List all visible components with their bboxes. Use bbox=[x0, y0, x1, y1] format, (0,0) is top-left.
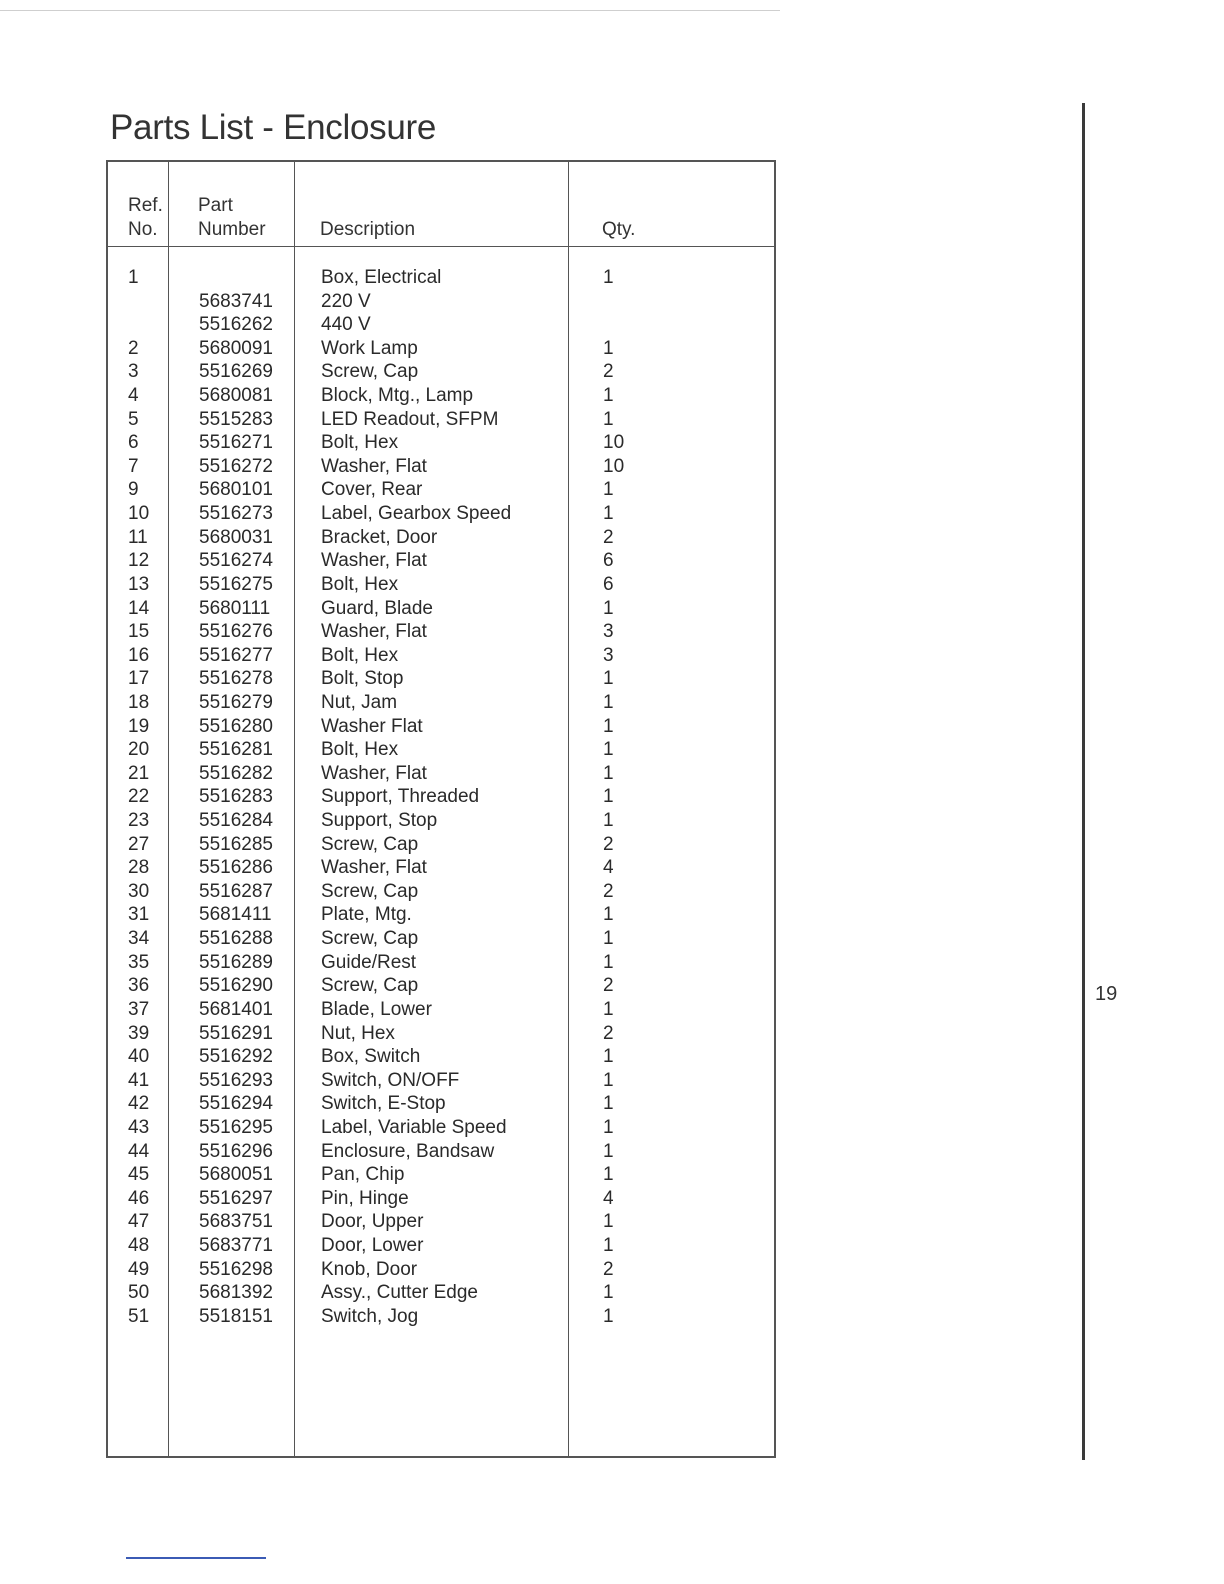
ref-cell: 5 bbox=[128, 408, 139, 430]
ref-cell: 49 bbox=[128, 1258, 150, 1280]
qty-cell: 1 bbox=[603, 951, 614, 973]
qty-cell: 1 bbox=[603, 810, 614, 832]
qty-cell: 1 bbox=[603, 267, 614, 288]
description-cell: 440 V bbox=[321, 314, 371, 336]
ref-cell: 37 bbox=[128, 998, 150, 1020]
part-number-cell: 5516274 bbox=[199, 550, 273, 572]
table-row bbox=[108, 1210, 774, 1234]
part-number-cell: 5680091 bbox=[199, 337, 273, 359]
description-cell: Box, Switch bbox=[321, 1046, 421, 1068]
table-row bbox=[108, 1305, 774, 1329]
description-cell: Support, Threaded bbox=[321, 786, 480, 808]
part-number-cell: 5683771 bbox=[199, 1234, 273, 1256]
part-number-cell: 5516280 bbox=[199, 715, 273, 737]
ref-cell: 41 bbox=[128, 1069, 150, 1091]
table-row bbox=[108, 266, 774, 290]
part-number-cell: 5680101 bbox=[199, 479, 273, 501]
table-row bbox=[108, 360, 774, 384]
table-row bbox=[108, 856, 774, 880]
part-number-cell: 5516288 bbox=[199, 928, 273, 950]
page-title: Parts List - Enclosure bbox=[110, 108, 437, 147]
qty-cell: 1 bbox=[603, 762, 614, 784]
part-number-cell: 5516286 bbox=[199, 857, 273, 879]
description-cell: Screw, Cap bbox=[321, 833, 419, 855]
description-cell: Work Lamp bbox=[321, 337, 418, 359]
qty-cell: 4 bbox=[603, 857, 614, 879]
ref-cell: 21 bbox=[128, 762, 150, 784]
table-row bbox=[108, 974, 774, 998]
table-row bbox=[108, 667, 774, 691]
part-number-cell: 5516290 bbox=[199, 975, 273, 997]
part-number-cell: 5516287 bbox=[199, 880, 273, 902]
table-row bbox=[108, 1116, 774, 1140]
scan-edge-mark bbox=[126, 1557, 266, 1559]
ref-cell: 7 bbox=[128, 455, 139, 477]
part-number-cell: 5681411 bbox=[199, 904, 272, 926]
description-cell: Knob, Door bbox=[321, 1258, 418, 1280]
table-row bbox=[108, 809, 774, 833]
ref-cell: 4 bbox=[128, 385, 139, 407]
ref-cell: 46 bbox=[128, 1187, 150, 1209]
part-number-cell: 5516285 bbox=[199, 833, 273, 855]
description-cell: Door, Lower bbox=[321, 1234, 424, 1256]
qty-cell: 1 bbox=[603, 668, 614, 690]
qty-cell: 2 bbox=[603, 361, 614, 383]
qty-cell: 1 bbox=[603, 597, 614, 619]
table-row bbox=[108, 337, 774, 361]
table-row bbox=[108, 951, 774, 975]
table-row bbox=[108, 620, 774, 644]
ref-cell: 35 bbox=[128, 951, 150, 973]
table-row bbox=[108, 998, 774, 1022]
parts-rows bbox=[108, 266, 774, 1328]
qty-cell: 1 bbox=[603, 385, 614, 407]
description-cell: Bolt, Hex bbox=[321, 432, 399, 454]
part-number-cell: 5518151 bbox=[199, 1305, 273, 1327]
table-row bbox=[108, 927, 774, 951]
description-cell: Washer, Flat bbox=[321, 857, 427, 879]
description-cell: Box, Electrical bbox=[321, 267, 442, 288]
part-number-cell: 5516275 bbox=[199, 573, 273, 595]
table-row bbox=[108, 597, 774, 621]
ref-cell: 23 bbox=[128, 810, 150, 832]
qty-cell: 1 bbox=[603, 1046, 614, 1068]
table-row bbox=[108, 1069, 774, 1093]
table-row bbox=[108, 644, 774, 668]
qty-cell: 1 bbox=[603, 1140, 614, 1162]
table-row bbox=[108, 1045, 774, 1069]
part-number-cell: 5680031 bbox=[199, 526, 273, 548]
table-row bbox=[108, 526, 774, 550]
qty-cell: 2 bbox=[603, 880, 614, 902]
qty-cell: 2 bbox=[603, 975, 614, 997]
part-number-cell: 5516289 bbox=[199, 951, 273, 973]
table-row bbox=[108, 573, 774, 597]
qty-cell: 1 bbox=[603, 503, 614, 525]
qty-cell: 2 bbox=[603, 526, 614, 548]
description-cell: Plate, Mtg. bbox=[321, 904, 412, 926]
part-number-cell: 5681392 bbox=[199, 1282, 273, 1304]
ref-cell: 40 bbox=[128, 1046, 150, 1068]
qty-cell: 1 bbox=[603, 998, 614, 1020]
description-cell: Enclosure, Bandsaw bbox=[321, 1140, 495, 1162]
header-divider bbox=[108, 246, 774, 247]
description-cell: Washer, Flat bbox=[321, 550, 427, 572]
ref-cell: 42 bbox=[128, 1093, 150, 1115]
table-row bbox=[108, 290, 774, 314]
ref-cell: 19 bbox=[128, 715, 150, 737]
header-ref-line1: Ref. bbox=[128, 195, 163, 216]
part-number-cell: 5516276 bbox=[199, 621, 273, 643]
ref-cell: 12 bbox=[128, 550, 150, 572]
table-row bbox=[108, 762, 774, 786]
qty-cell: 3 bbox=[603, 621, 614, 643]
description-cell: Label, Variable Speed bbox=[321, 1116, 507, 1138]
header-description: Description bbox=[320, 219, 416, 240]
part-number-cell: 5681401 bbox=[199, 998, 273, 1020]
ref-cell: 10 bbox=[128, 503, 150, 525]
table-row bbox=[108, 880, 774, 904]
part-number-cell: 5680081 bbox=[199, 385, 273, 407]
ref-cell: 30 bbox=[128, 880, 150, 902]
header-ref-no bbox=[128, 194, 163, 242]
table-row bbox=[108, 1187, 774, 1211]
ref-cell: 16 bbox=[128, 644, 150, 666]
table-row bbox=[108, 502, 774, 526]
table-row bbox=[108, 715, 774, 739]
ref-cell: 43 bbox=[128, 1116, 150, 1138]
ref-cell: 28 bbox=[128, 857, 150, 879]
qty-cell: 1 bbox=[603, 1211, 614, 1233]
ref-cell: 15 bbox=[128, 621, 150, 643]
part-number-cell: 5516277 bbox=[199, 644, 273, 666]
description-cell: Nut, Hex bbox=[321, 1022, 395, 1044]
table-row bbox=[108, 785, 774, 809]
description-cell: Screw, Cap bbox=[321, 361, 419, 383]
table-row bbox=[108, 691, 774, 715]
part-number-cell: 5516282 bbox=[199, 762, 273, 784]
qty-cell: 1 bbox=[603, 479, 614, 501]
description-cell: Washer, Flat bbox=[321, 621, 427, 643]
part-number-cell: 5516298 bbox=[199, 1258, 273, 1280]
table-row bbox=[108, 1092, 774, 1116]
qty-cell: 6 bbox=[603, 550, 614, 572]
ref-cell: 13 bbox=[128, 573, 150, 595]
margin-rule bbox=[1082, 103, 1085, 1460]
table-row bbox=[108, 313, 774, 337]
table-row bbox=[108, 1022, 774, 1046]
description-cell: Screw, Cap bbox=[321, 880, 419, 902]
part-number-cell: 5516262 bbox=[199, 314, 273, 336]
description-cell: Cover, Rear bbox=[321, 479, 423, 501]
part-number-cell: 5683751 bbox=[199, 1211, 273, 1233]
ref-cell: 47 bbox=[128, 1211, 150, 1233]
part-number-cell: 5515283 bbox=[199, 408, 273, 430]
header-ref-line2: No. bbox=[128, 219, 158, 240]
ref-cell: 3 bbox=[128, 361, 139, 383]
qty-cell: 1 bbox=[603, 1069, 614, 1091]
description-cell: Screw, Cap bbox=[321, 928, 419, 950]
qty-cell: 1 bbox=[603, 691, 614, 713]
description-cell: Guard, Blade bbox=[321, 597, 433, 619]
table-row bbox=[108, 1163, 774, 1187]
table-row bbox=[108, 384, 774, 408]
ref-cell: 1 bbox=[128, 267, 139, 288]
qty-cell: 1 bbox=[603, 1282, 614, 1304]
description-cell: Washer Flat bbox=[321, 715, 423, 737]
description-cell: Switch, ON/OFF bbox=[321, 1069, 460, 1091]
header-part-line1: Part bbox=[198, 195, 233, 216]
ref-cell: 17 bbox=[128, 668, 150, 690]
description-cell: Support, Stop bbox=[321, 810, 438, 832]
ref-cell: 34 bbox=[128, 928, 150, 950]
ref-cell: 44 bbox=[128, 1140, 150, 1162]
part-number-cell: 5516271 bbox=[199, 432, 273, 454]
table-row bbox=[108, 478, 774, 502]
qty-cell: 2 bbox=[603, 833, 614, 855]
description-cell: Label, Gearbox Speed bbox=[321, 503, 512, 525]
part-number-cell: 5680051 bbox=[199, 1164, 273, 1186]
qty-cell: 1 bbox=[603, 1093, 614, 1115]
table-row bbox=[108, 1140, 774, 1164]
qty-cell: 4 bbox=[603, 1187, 614, 1209]
ref-cell: 18 bbox=[128, 691, 150, 713]
ref-cell: 36 bbox=[128, 975, 150, 997]
table-row bbox=[108, 408, 774, 432]
qty-cell: 1 bbox=[603, 715, 614, 737]
header-part-line2: Number bbox=[198, 219, 266, 240]
part-number-cell: 5516284 bbox=[199, 810, 273, 832]
description-cell: LED Readout, SFPM bbox=[321, 408, 499, 430]
qty-cell: 1 bbox=[603, 739, 614, 761]
ref-cell: 9 bbox=[128, 479, 139, 501]
part-number-cell: 5516281 bbox=[199, 739, 273, 761]
table-row bbox=[108, 738, 774, 762]
description-cell: Nut, Jam bbox=[321, 691, 398, 713]
qty-cell: 2 bbox=[603, 1022, 614, 1044]
part-number-cell: 5516297 bbox=[199, 1187, 273, 1209]
ref-cell: 11 bbox=[128, 526, 148, 548]
table-row bbox=[108, 549, 774, 573]
description-cell: Screw, Cap bbox=[321, 975, 419, 997]
description-cell: Washer, Flat bbox=[321, 762, 427, 784]
qty-cell: 1 bbox=[603, 1116, 614, 1138]
part-number-cell: 5516292 bbox=[199, 1046, 273, 1068]
part-number-cell: 5516295 bbox=[199, 1116, 273, 1138]
ref-cell: 6 bbox=[128, 432, 139, 454]
table-row bbox=[108, 1234, 774, 1258]
qty-cell: 1 bbox=[603, 1305, 614, 1327]
table-row bbox=[108, 455, 774, 479]
description-cell: Bolt, Hex bbox=[321, 573, 399, 595]
description-cell: 220 V bbox=[321, 290, 371, 312]
qty-cell: 6 bbox=[603, 573, 614, 595]
description-cell: Door, Upper bbox=[321, 1211, 424, 1233]
ref-cell: 50 bbox=[128, 1282, 150, 1304]
part-number-cell: 5683741 bbox=[199, 290, 273, 312]
parts-table bbox=[106, 160, 776, 1458]
table-row bbox=[108, 1258, 774, 1282]
qty-cell: 1 bbox=[603, 337, 614, 359]
description-cell: Washer, Flat bbox=[321, 455, 427, 477]
part-number-cell: 5680111 bbox=[199, 597, 271, 619]
page-number: 19 bbox=[1095, 983, 1118, 1005]
part-number-cell: 5516296 bbox=[199, 1140, 273, 1162]
description-cell: Bracket, Door bbox=[321, 526, 438, 548]
ref-cell: 20 bbox=[128, 739, 150, 761]
part-number-cell: 5516293 bbox=[199, 1069, 273, 1091]
part-number-cell: 5516278 bbox=[199, 668, 273, 690]
ref-cell: 2 bbox=[128, 337, 139, 359]
description-cell: Switch, E-Stop bbox=[321, 1093, 446, 1115]
ref-cell: 14 bbox=[128, 597, 150, 619]
ref-cell: 45 bbox=[128, 1164, 150, 1186]
table-row bbox=[108, 833, 774, 857]
description-cell: Bolt, Stop bbox=[321, 668, 404, 690]
description-cell: Pan, Chip bbox=[321, 1164, 405, 1186]
qty-cell: 1 bbox=[603, 904, 614, 926]
ref-cell: 22 bbox=[128, 786, 150, 808]
description-cell: Bolt, Hex bbox=[321, 739, 399, 761]
description-cell: Bolt, Hex bbox=[321, 644, 399, 666]
ref-cell: 51 bbox=[128, 1305, 150, 1327]
qty-cell: 2 bbox=[603, 1258, 614, 1280]
qty-cell: 3 bbox=[603, 644, 614, 666]
part-number-cell: 5516283 bbox=[199, 786, 273, 808]
qty-cell: 10 bbox=[603, 455, 625, 477]
part-number-cell: 5516291 bbox=[199, 1022, 273, 1044]
header-qty: Qty. bbox=[602, 219, 636, 240]
qty-cell: 1 bbox=[603, 786, 614, 808]
table-row bbox=[108, 431, 774, 455]
part-number-cell: 5516273 bbox=[199, 503, 273, 525]
description-cell: Block, Mtg., Lamp bbox=[321, 385, 474, 407]
ref-cell: 48 bbox=[128, 1234, 150, 1256]
ref-cell: 39 bbox=[128, 1022, 150, 1044]
qty-cell: 1 bbox=[603, 1234, 614, 1256]
qty-cell: 1 bbox=[603, 1164, 614, 1186]
description-cell: Assy., Cutter Edge bbox=[321, 1282, 478, 1304]
part-number-cell: 5516279 bbox=[199, 691, 273, 713]
qty-cell: 10 bbox=[603, 432, 625, 454]
scan-edge-line bbox=[0, 10, 780, 11]
ref-cell: 27 bbox=[128, 833, 150, 855]
ref-cell: 31 bbox=[128, 904, 150, 926]
description-cell: Pin, Hinge bbox=[321, 1187, 409, 1209]
qty-cell: 1 bbox=[603, 928, 614, 950]
header-part-number bbox=[198, 194, 266, 242]
part-number-cell: 5516272 bbox=[199, 455, 273, 477]
description-cell: Blade, Lower bbox=[321, 998, 432, 1020]
qty-cell: 1 bbox=[603, 408, 614, 430]
table-row bbox=[108, 903, 774, 927]
description-cell: Guide/Rest bbox=[321, 951, 417, 973]
table-row bbox=[108, 1281, 774, 1305]
part-number-cell: 5516269 bbox=[199, 361, 273, 383]
description-cell: Switch, Jog bbox=[321, 1305, 419, 1327]
part-number-cell: 5516294 bbox=[199, 1093, 273, 1115]
